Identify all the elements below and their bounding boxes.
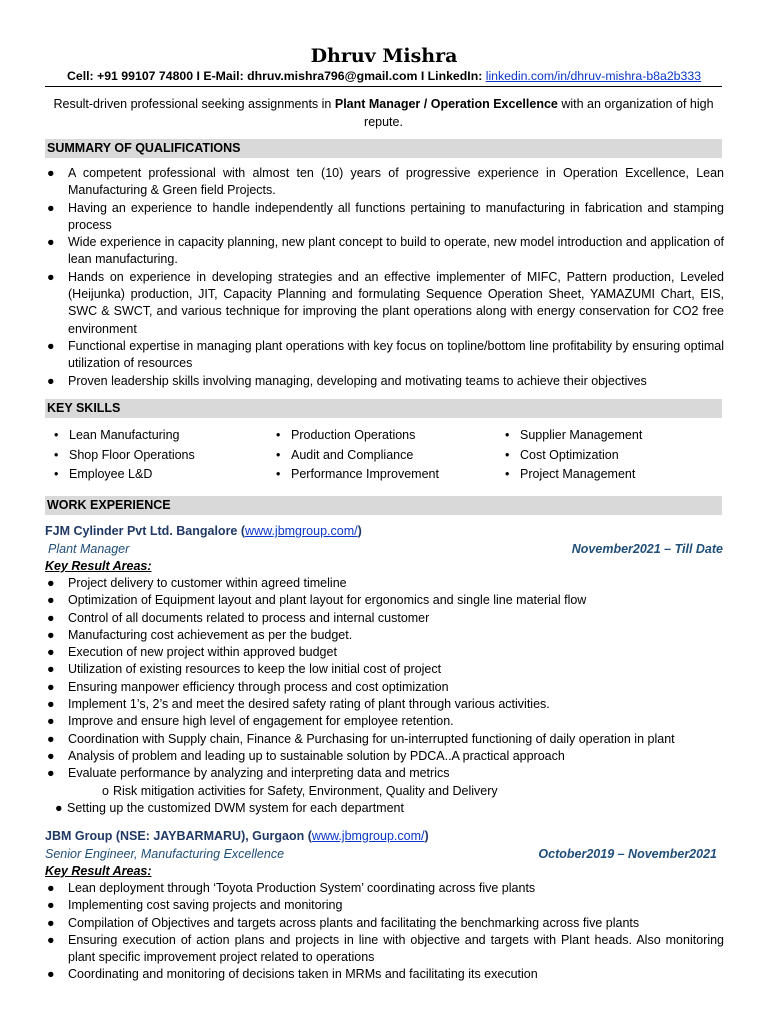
bullet-icon: ● [47,697,55,712]
bullet-icon: ● [47,166,55,180]
kra-item: ● Implement 1’s, 2’s and meet the desired safety rating of plant through various activities. [45,696,724,713]
bullet-icon: ● [47,731,55,746]
bullet-icon: ● [47,714,55,729]
skills-heading: KEY SKILLS [45,399,722,418]
summary-heading: SUMMARY OF QUALIFICATIONS [45,139,722,158]
summary-item: ● Wide experience in capacity planning, new plant concept to build to operate, new model introduction and application of lean manufacturing. [47,235,724,267]
skills-column-2 [267,426,439,485]
bullet-icon: • [54,428,59,442]
skills-column-3 [496,426,642,485]
objective-statement [45,95,722,131]
kra-item: ● Coordination with Supply chain, Finance & Purchasing for un-interrupted functioning of daily operation in plant [45,731,724,748]
bullet-icon: ● [47,967,55,982]
job2-company-link[interactable]: www.jbmgroup.com/ [311,829,425,843]
kra-item: ● Coordinating and monitoring of decisions taken in MRMs and facilitating its execution [45,966,724,983]
bullet-icon: • [505,467,510,481]
skills-grid [45,426,722,486]
objective-role-plant-manager: Plant Manager [334,97,421,111]
skill-item: • Shop Floor Operations [45,446,195,466]
kra-item: ● Analysis of problem and leading up to sustainable solution by PDCA..A practical approach [45,748,724,765]
job2-dates: October2019 – November2021 [538,847,717,861]
work-heading: WORK EXPERIENCE [45,496,722,515]
bullet-icon: ● [47,593,55,608]
skill-item: • Lean Manufacturing [45,426,195,446]
summary-item: ● A competent professional with almost ten (10) years of progressive experience in Operation Excellence, Lean Manufacturing & Green field Projects. [47,166,724,198]
job1-kra-label: Key Result Areas: [45,559,152,573]
kra-item: ● Manufacturing cost achievement as per the budget. [45,627,724,644]
header-divider [45,86,722,87]
kra-item: ● Implementing cost saving projects and monitoring [45,897,724,914]
bullet-icon: ● [47,338,55,353]
bullet-icon: ● [47,235,55,250]
job2-kra-label: Key Result Areas: [45,864,152,878]
bullet-icon: • [276,447,281,462]
summary-item: ● Hands on experience in developing strategies and an effective implementer of MIFC, Pattern production, Leveled (Heijunka) production, JIT, Capacity Planning and formulating Sequence Operation Sheet, YAMAZUMI Chart, EIS, SWC & SWCT, and various technique for improving the plant operations along with energy conservation for CO2 free environment [47,269,724,336]
bullet-icon: ● [47,662,55,677]
job1-role: Plant Manager [48,542,130,556]
job2-role: Senior Engineer, Manufacturing Excellence [45,847,285,861]
bullet-icon: ● [47,373,55,388]
skill-item: • Production Operations [267,426,439,446]
job2-company: JBM Group (NSE: JAYBARMARU), Gurgaon (www.jbmgroup.com/) [45,829,429,843]
bullet-icon: ● [47,679,55,694]
objective-role-operation-excellence: Operation Excellence [430,97,558,111]
bullet-icon: • [54,467,59,481]
skill-item: • Performance Improvement [267,465,439,485]
bullet-icon: ● [47,898,55,913]
last-item-text: Setting up the customized DWM system for each department [67,801,404,815]
kra-item: ● Improve and ensure high level of engagement for employee retention. [45,713,724,730]
bullet-icon: • [54,447,59,462]
job1-company: FJM Cylinder Pvt Ltd. Bangalore (www.jbmgroup.com/) [45,524,362,538]
kra-item: ● Control of all documents related to process and internal customer [45,610,724,627]
summary-item: ● Having an experience to handle independently all functions pertaining to manufacturing in fabrication and stamping process [47,200,724,232]
bullet-icon: ● [47,576,55,590]
kra-item: ● Evaluate performance by analyzing and interpreting data and metrics [45,765,724,782]
kra-item: ● Compilation of Objectives and targets across plants and facilitating the benchmarking across five plants [45,915,724,932]
job1-dates: November2021 – Till Date [571,542,723,556]
bullet-icon: ● [47,766,55,781]
objective-post: with an organization of high repute. [364,97,714,129]
kra-item: ● Lean deployment through ‘Toyota Production System’ coordinating across five plants [45,880,724,897]
bullet-icon: ● [47,645,55,660]
objective-pre: Result-driven professional seeking assignments in [53,97,335,111]
bullet-icon: • [505,447,510,462]
linkedin-link[interactable]: linkedin.com/in/dhruv-mishra-b8a2b333 [485,69,702,83]
bullet-icon: ● [47,932,55,947]
bullet-icon: ● [47,269,55,284]
skills-column-1 [45,426,195,485]
skill-item: • Supplier Management [496,426,642,446]
skill-item: • Project Management [496,465,642,485]
bullet-icon: • [276,467,281,481]
contact-details: Cell: +91 99107 74800 I E-Mail: dhruv.mishra796@gmail.com I LinkedIn: [66,69,486,83]
kra-item: ● Ensuring manpower efficiency through process and cost optimization [45,679,724,696]
bullet-icon: ● [47,881,55,895]
skill-item: • Audit and Compliance [267,446,439,466]
bullet-icon: ● [47,748,55,763]
job1-company-name: FJM Cylinder Pvt Ltd. Bangalore [45,524,241,538]
kra-item: ● Utilization of existing resources to keep the low initial cost of project [45,661,724,678]
summary-list [45,165,724,390]
kra-item: ● Execution of new project within approved budget [45,644,724,661]
kra-item: ● Ensuring execution of action plans and projects in line with objective and targets with Plant heads. Also monitoring plant specific improvement project related to operations [47,932,724,965]
summary-item: ● Functional expertise in managing plant operations with key focus on topline/bottom line profitability by ensuring optimal utilization of resources [47,338,724,371]
bullet-icon: • [276,428,281,442]
circle-bullet-icon: o [102,784,109,798]
bullet-icon: ● [47,200,55,215]
skill-item: • Cost Optimization [496,446,642,466]
contact-line [0,68,768,84]
bullet-icon: ● [47,915,55,930]
job1-kra-list [45,575,724,783]
job1-company-link[interactable]: www.jbmgroup.com/ [245,524,358,538]
job2-kra-list [45,880,724,984]
sub-item-text: Risk mitigation activities for Safety, Environment, Quality and Delivery [113,784,498,798]
bullet-icon: ● [47,610,55,625]
objective-slash: / [420,97,431,111]
bullet-icon: ● [47,627,55,642]
summary-item: ● Proven leadership skills involving managing, developing and motivating teams to achieve their objectives [45,373,724,390]
kra-item: ● Project delivery to customer within agreed timeline [45,575,724,592]
skill-item: • Employee L&D [45,465,195,485]
job2-company-name: JBM Group (NSE: JAYBARMARU), Gurgaon [45,829,308,843]
bullet-icon: ● [55,801,63,815]
bullet-icon: • [505,428,510,442]
candidate-name: Dhruv Mishra [310,45,458,67]
kra-item: ● Optimization of Equipment layout and plant layout for ergonomics and single line material flow [45,592,724,609]
